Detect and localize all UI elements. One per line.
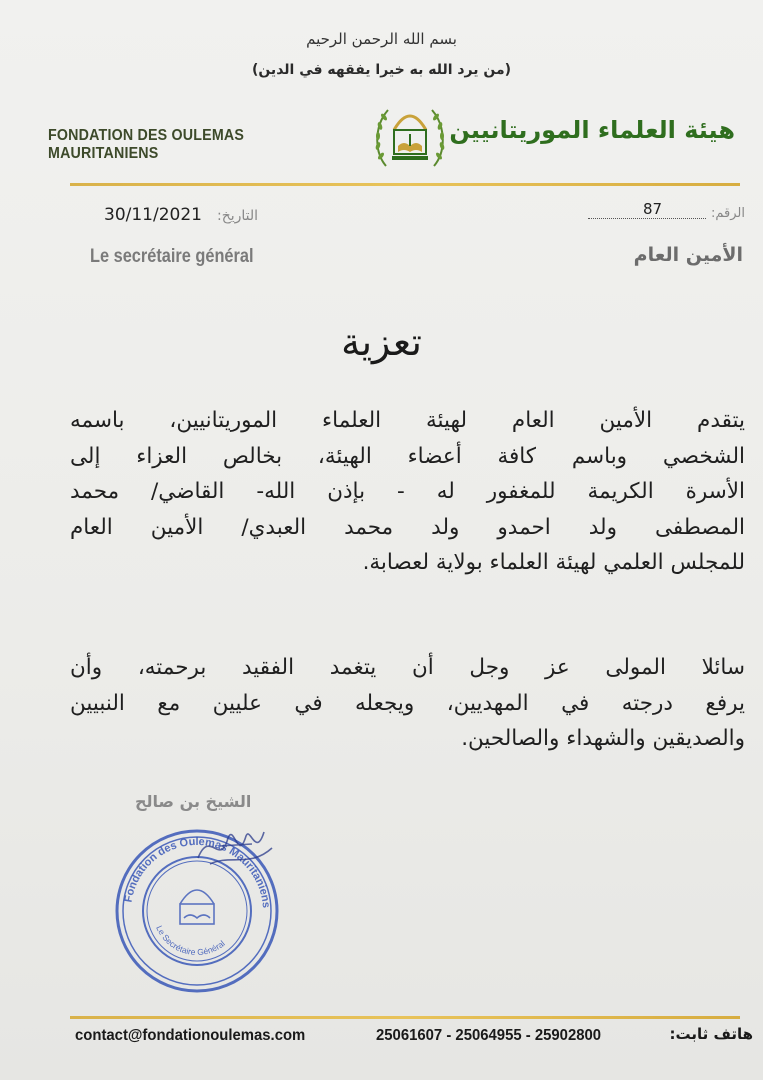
date-value: 30/11/2021 xyxy=(104,205,202,225)
paragraph-line: يرفع درجته في المهديين، ويجعله في عليين مع النبيين xyxy=(70,690,745,716)
phone-label: هاتف ثابت: xyxy=(669,1025,753,1043)
office-french: Le secrétaire général xyxy=(90,246,254,267)
paragraph-line: للمجلس العلمي لهيئة العلماء بولاية لعصابة. xyxy=(362,550,745,575)
paragraph-line: والصديقين والشهداء والصالحين. xyxy=(461,726,745,751)
hadith-quote: (من يرد الله به خيرا يفقهه في الدين) xyxy=(251,62,512,78)
footer-divider xyxy=(70,1016,740,1019)
basmala: بسم الله الرحمن الرحيم xyxy=(306,30,457,48)
paragraph-line: الشخصي وباسم كافة أعضاء الهيئة، بخالص العزاء إلى xyxy=(70,443,745,469)
org-name-arabic: هيئة العلماء الموريتانيين xyxy=(449,116,735,144)
signer-name: الشيخ بن صالح xyxy=(135,792,252,811)
paragraph-line: الأسرة الكريمة للمغفور له - بإذن الله- القاضي/ محمد xyxy=(70,479,745,504)
office-arabic: الأمين العام xyxy=(633,244,743,266)
signature-scribble-icon xyxy=(190,818,280,878)
reference-label: الرقم: xyxy=(711,206,745,221)
stamp-ring-text: Fondation des Oulemas Mauritaniens xyxy=(122,835,272,909)
stamp-inner-text: Le Secrétaire Général xyxy=(154,923,227,958)
paragraph-line: المصطفى ولد احمدو ولد محمد العبدي/ الأمين العام xyxy=(70,514,745,540)
phone-numbers: 25061607 - 25064955 - 25902800 xyxy=(376,1027,602,1044)
paragraph-line: سائلا المولى عز وجل أن يتغمد الفقيد برحمته، وأن xyxy=(70,655,745,680)
paragraph-line: يتقدم الأمين العام لهيئة العلماء الموريتانيين، باسمه xyxy=(70,408,745,433)
reference-number: 87 xyxy=(643,200,663,218)
prayer-paragraph xyxy=(70,650,745,757)
letter-title: تعزية xyxy=(341,320,422,364)
condolence-paragraph xyxy=(70,403,745,581)
org-name-french: FONDATION DES OULEMAS MAURITANIENS xyxy=(48,127,245,162)
reference-dotted-line xyxy=(588,218,706,219)
svg-text:Le Secrétaire Général xyxy=(154,924,227,957)
header-divider xyxy=(70,183,740,186)
date-label: التاريخ: xyxy=(217,208,259,224)
contact-email[interactable]: contact@fondationoulemas.com xyxy=(75,1027,306,1044)
